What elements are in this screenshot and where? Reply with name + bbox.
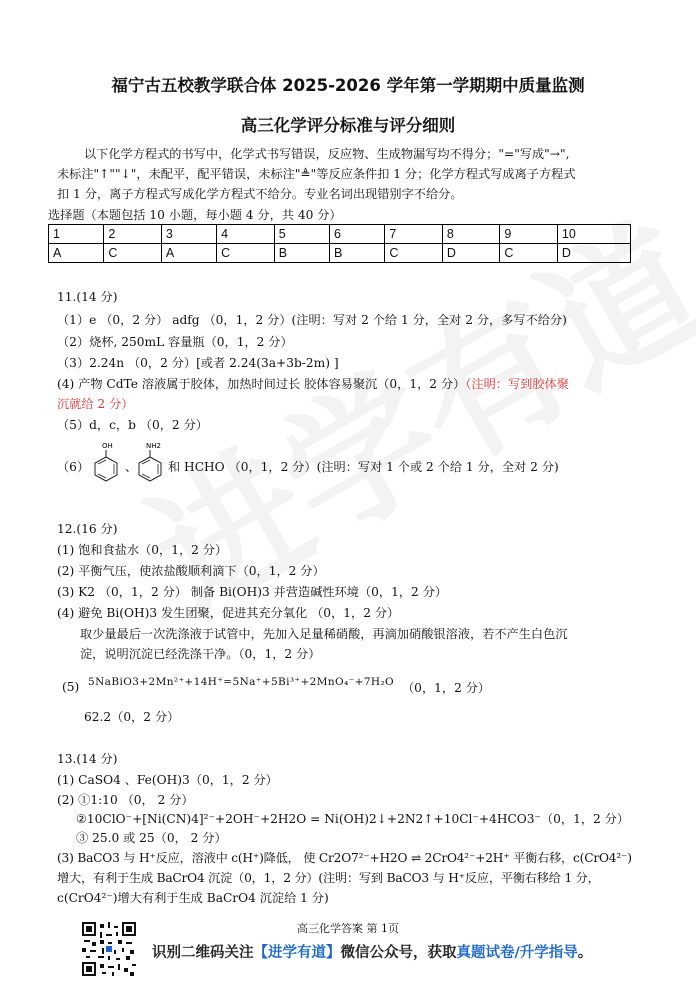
q13-line-6: 增大，有利于生成 BaCrO4 沉淀（0，1，2 分）(注明：写到 BaCO3 与 H⁺反应，平衡右移给 1 分， xyxy=(57,871,600,885)
mc-answer: D xyxy=(557,244,630,263)
q12-line-3: (3) K2 （0，1，2 分） 制备 Bi(OH)3 并营造碱性环境（0，1，2 分） xyxy=(57,585,448,599)
q12-line-4: (4) 避免 Bi(OH)3 发生团聚，促进其充分氧化 （0，1，2 分） xyxy=(57,606,400,620)
q12-line-4c: 淀，说明沉淀已经洗涤干净。（0，1，2 分） xyxy=(80,647,321,661)
q12-line-6: 62.2（0，2 分） xyxy=(84,710,180,724)
intro-line-3: 扣 1 分，离子方程式写成化学方程式不给分。专业名词出现错别字不给分。 xyxy=(57,187,463,201)
q12-title: 12.(16 分) xyxy=(57,522,118,536)
q11-line-6: 和 HCHO （0，1，2 分）(注明：写对 1 个或 2 个给 1 分，全对 2 分) xyxy=(168,460,559,474)
q11-line-6-separator: 、 xyxy=(125,460,138,474)
mc-answer: C xyxy=(500,244,558,263)
page-subtitle: 高三化学评分标准与评分细则 xyxy=(240,116,456,135)
page-footer: 高三化学答案 第 1页 xyxy=(297,922,399,935)
mc-number: 7 xyxy=(385,225,443,244)
q12-line-2: (2) 平衡气压，使浓盐酸顺利滴下（0，1，2 分） xyxy=(57,564,325,578)
q12-line-5-equation: 5NaBiO3+2Mn²⁺+14H⁺=5Na⁺+5Bi³⁺+2MnO₄⁻+7H₂O xyxy=(88,676,395,688)
mc-number-row xyxy=(49,225,631,244)
q12-line-5-num: (5) xyxy=(62,680,80,694)
mc-answer: B xyxy=(274,244,329,263)
promo-banner[interactable] xyxy=(152,941,592,962)
q11-line-5: （5）d，c，b （0，2 分） xyxy=(57,418,208,432)
mc-answer: C xyxy=(104,244,162,263)
q11-line-1: （1）e （0，2 分） adfg （0，1，2 分）(注明：写对 2 个给 1 分，全对 2 分，多写不给分) xyxy=(57,313,567,327)
q13-line-1: (1) CaSO4 、Fe(OH)3（0，1，2 分） xyxy=(57,773,278,787)
mc-answer: A xyxy=(49,244,104,263)
q13-line-2: (2) ①1:10 （0， 2 分） xyxy=(57,793,194,807)
phenol-structure xyxy=(90,440,124,484)
q13-line-3: ②10ClO⁻+[Ni(CN)4]²⁻+2OH⁻+2H2O = Ni(OH)2↓+2N2↑+10Cl⁻+4HCO3⁻（0，1，2 分） xyxy=(76,812,630,826)
aniline-structure xyxy=(134,440,168,484)
mc-answer: C xyxy=(385,244,443,263)
mc-number: 10 xyxy=(557,225,630,244)
mc-number: 9 xyxy=(500,225,558,244)
q11-line-4-text: (4) 产物 CdTe 溶液属于胶体，加热时间过长 胶体容易聚沉（0，1，2 分） xyxy=(57,377,466,391)
phenol-label: OH xyxy=(102,442,113,450)
aniline-label: NH2 xyxy=(146,442,161,450)
mc-number: 3 xyxy=(161,225,216,244)
q13-line-5: (3) BaCO3 与 H⁺反应，溶液中 c(H⁺)降低， 使 Cr2O7²⁻+H2O ⇌ 2CrO4²⁻+2H⁺ 平衡右移，c(CrO4²⁻) xyxy=(57,851,632,865)
mc-number: 6 xyxy=(330,225,385,244)
q12-line-1: (1) 饱和食盐水（0，1，2 分） xyxy=(57,543,228,557)
q13-title: 13.(14 分) xyxy=(57,752,118,766)
promo-brand: 【进学有道】 xyxy=(253,945,341,961)
q11-title: 11.(14 分) xyxy=(57,290,118,304)
q13-line-4: ③ 25.0 或 25（0， 2 分） xyxy=(76,831,227,845)
promo-mid: 微信公众号，获取 xyxy=(340,945,457,961)
qr-code-icon[interactable] xyxy=(82,922,136,976)
mc-answer-table xyxy=(48,224,631,263)
q11-line-4-note-cont: 沉就给 2 分） xyxy=(57,397,134,411)
q12-line-5-score: （0，1，2 分） xyxy=(402,681,491,695)
mc-heading: 选择题（本题包括 10 小题，每小题 4 分，共 40 分） xyxy=(48,208,342,222)
mc-answer: B xyxy=(330,244,385,263)
q13-line-7: c(CrO4²⁻)增大有利于生成 BaCrO4 沉淀给 1 分) xyxy=(57,891,329,905)
promo-end: 。 xyxy=(577,945,593,961)
q11-line-4-note: （注明：写到胶体聚 xyxy=(465,377,569,391)
q11-line-4 xyxy=(57,375,569,392)
mc-number: 8 xyxy=(442,225,500,244)
mc-number: 2 xyxy=(104,225,162,244)
mc-answer: D xyxy=(442,244,500,263)
q12-line-4b: 取少量最后一次洗涤液于试管中，先加入足量稀硝酸，再滴加硝酸银溶液，若不产生白色沉 xyxy=(80,627,568,641)
promo-link[interactable]: 真题试卷/升学指导 xyxy=(456,945,578,961)
intro-line-1: 以下化学方程式的书写中，化学式书写错误，反应物、生成物漏写均不得分；"="写成"→", xyxy=(84,147,570,161)
mc-answer-row xyxy=(49,244,631,263)
promo-prefix: 识别二维码关注 xyxy=(152,945,254,961)
mc-number: 1 xyxy=(49,225,104,244)
mc-answer: C xyxy=(217,244,275,263)
q11-line-3: （3）2.24n （0，2 分）[或者 2.24(3a+3b-2m) ] xyxy=(57,356,339,370)
mc-number: 5 xyxy=(274,225,329,244)
page-title: 福宁古五校教学联合体 2025-2026 学年第一学期期中质量监测 xyxy=(111,76,585,95)
intro-line-2: 未标注"↑""↓"，未配平，配平错误，未标注"≜"等反应条件扣 1 分；化学方程式写成离子方程式 xyxy=(57,167,576,181)
mc-answer: A xyxy=(161,244,216,263)
q11-line-2: （2）烧杯, 250mL 容量瓶（0，1，2 分） xyxy=(57,335,293,349)
mc-number: 4 xyxy=(217,225,275,244)
q11-line-6-prefix: （6） xyxy=(57,460,90,474)
